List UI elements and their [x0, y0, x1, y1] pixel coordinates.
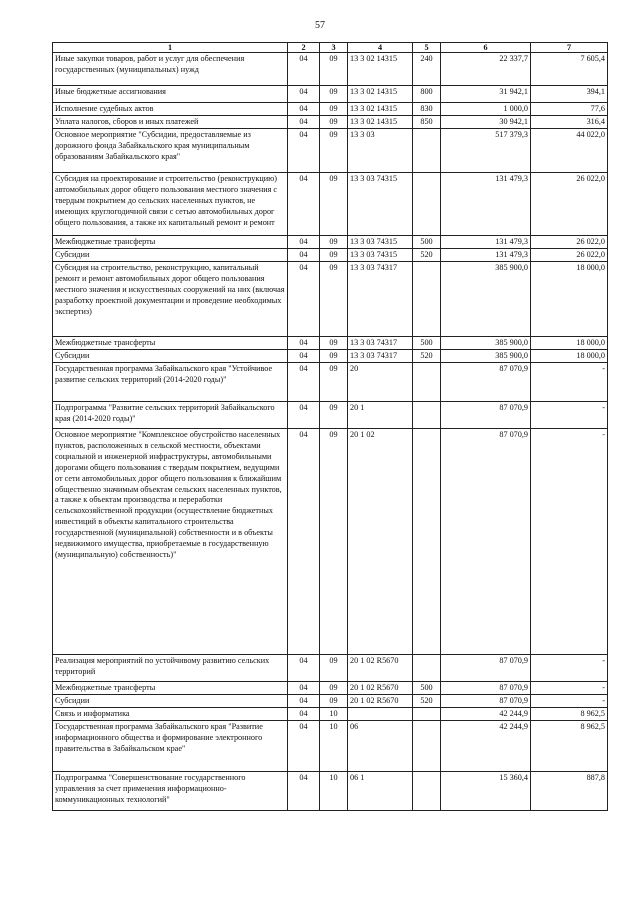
row-sum-1: 87 070,9 — [441, 363, 531, 402]
row-section: 04 — [288, 129, 320, 173]
row-section: 04 — [288, 262, 320, 337]
row-section: 04 — [288, 655, 320, 682]
row-section: 04 — [288, 103, 320, 116]
row-sum-2: 8 962,5 — [531, 721, 608, 772]
table-row — [53, 721, 608, 772]
row-name: Субсидии — [53, 695, 288, 708]
row-target-code: 13 3 02 14315 — [348, 116, 413, 129]
row-sum-1: 30 942,1 — [441, 116, 531, 129]
row-sum-1: 15 360,4 — [441, 772, 531, 811]
row-sum-2: 77,6 — [531, 103, 608, 116]
row-section: 04 — [288, 708, 320, 721]
row-name: Основное мероприятие "Комплексное обустройство населенных пунктов, расположенных в сельской местности, объектами социальной и инженерной инфраструктуры, автомобильными дорогами общего пользования с твердым покрытием, ведущими от сети автомобильных дорог общего пользования к ближайшим общественно значимым объектам сельских населенных пунктов, а также к объектам производства и переработки сельскохозяйственной продукции (осуществление бюджетных инвестиций в объекты капитального строительства государственной (муниципальной) собственности и в объекты недвижимого имущества, приобретаемые в государственную (муниципальную) собственность)" — [53, 429, 288, 655]
row-name: Субсидия на строительство, реконструкцию, капитальный ремонт и ремонт автомобильных дорог общего пользования местного значения и искусственных сооружений на них (включая разработку проектной документации и проведение необходимых экспертиз) — [53, 262, 288, 337]
row-sum-2: 44 022,0 — [531, 129, 608, 173]
row-target-code: 06 1 — [348, 772, 413, 811]
table-row — [53, 402, 608, 429]
row-target-code: 20 1 02 R5670 — [348, 655, 413, 682]
row-expense-type — [413, 721, 441, 772]
row-name: Субсидии — [53, 249, 288, 262]
row-subsection: 09 — [320, 86, 348, 103]
row-subsection: 09 — [320, 350, 348, 363]
row-expense-type — [413, 429, 441, 655]
table-row — [53, 772, 608, 811]
row-sum-2: 26 022,0 — [531, 173, 608, 236]
row-section: 04 — [288, 249, 320, 262]
row-target-code: 20 1 02 — [348, 429, 413, 655]
table-row — [53, 350, 608, 363]
row-expense-type — [413, 402, 441, 429]
table-body — [53, 53, 608, 811]
row-name: Межбюджетные трансферты — [53, 337, 288, 350]
row-sum-2: - — [531, 402, 608, 429]
table-row — [53, 129, 608, 173]
col-header-6: 6 — [441, 43, 531, 53]
row-sum-2: 394,1 — [531, 86, 608, 103]
row-sum-1: 131 479,3 — [441, 236, 531, 249]
table-row — [53, 236, 608, 249]
row-sum-2: - — [531, 655, 608, 682]
row-name: Межбюджетные трансферты — [53, 236, 288, 249]
row-section: 04 — [288, 173, 320, 236]
row-name: Основное мероприятие "Субсидии, предоставляемые из дорожного фонда Забайкальского края муниципальным образованиям Забайкальского края" — [53, 129, 288, 173]
row-sum-1: 385 900,0 — [441, 337, 531, 350]
row-sum-2: - — [531, 695, 608, 708]
row-target-code: 13 3 03 74317 — [348, 262, 413, 337]
row-section: 04 — [288, 682, 320, 695]
table-row — [53, 103, 608, 116]
row-name: Подпрограмма "Совершенствование государственного управления за счет применения информационно-коммуникационных технологий" — [53, 772, 288, 811]
col-header-3: 3 — [320, 43, 348, 53]
row-expense-type — [413, 708, 441, 721]
row-expense-type: 520 — [413, 350, 441, 363]
row-expense-type: 800 — [413, 86, 441, 103]
table-row — [53, 655, 608, 682]
row-expense-type: 240 — [413, 53, 441, 86]
row-sum-2: 18 000,0 — [531, 262, 608, 337]
row-subsection: 09 — [320, 53, 348, 86]
row-sum-2: 7 605,4 — [531, 53, 608, 86]
row-name: Субсидии — [53, 350, 288, 363]
row-expense-type — [413, 129, 441, 173]
row-expense-type — [413, 262, 441, 337]
col-header-5: 5 — [413, 43, 441, 53]
row-section: 04 — [288, 695, 320, 708]
row-sum-1: 131 479,3 — [441, 249, 531, 262]
row-section: 04 — [288, 53, 320, 86]
page-number: 57 — [315, 20, 325, 31]
header-row — [53, 43, 608, 53]
row-subsection: 09 — [320, 402, 348, 429]
row-expense-type: 520 — [413, 695, 441, 708]
table-row — [53, 86, 608, 103]
row-subsection: 09 — [320, 129, 348, 173]
table-row — [53, 53, 608, 86]
row-sum-2: - — [531, 429, 608, 655]
row-sum-2: 26 022,0 — [531, 249, 608, 262]
row-section: 04 — [288, 363, 320, 402]
row-target-code: 13 3 03 74317 — [348, 350, 413, 363]
table-row — [53, 363, 608, 402]
row-subsection: 09 — [320, 249, 348, 262]
row-name: Государственная программа Забайкальского края "Развитие информационного общества и формирование электронного правительства в Забайкальском крае" — [53, 721, 288, 772]
row-subsection: 09 — [320, 103, 348, 116]
row-subsection: 09 — [320, 262, 348, 337]
row-target-code: 13 3 02 14315 — [348, 103, 413, 116]
row-expense-type: 520 — [413, 249, 441, 262]
row-expense-type: 850 — [413, 116, 441, 129]
row-sum-2: 18 000,0 — [531, 337, 608, 350]
row-subsection: 09 — [320, 682, 348, 695]
table-row — [53, 695, 608, 708]
col-header-7: 7 — [531, 43, 608, 53]
col-header-1: 1 — [53, 43, 288, 53]
row-name: Межбюджетные трансферты — [53, 682, 288, 695]
row-subsection: 09 — [320, 363, 348, 402]
row-section: 04 — [288, 116, 320, 129]
row-sum-1: 87 070,9 — [441, 695, 531, 708]
row-section: 04 — [288, 337, 320, 350]
row-target-code: 13 3 03 74317 — [348, 337, 413, 350]
row-sum-2: 8 962,5 — [531, 708, 608, 721]
row-sum-1: 22 337,7 — [441, 53, 531, 86]
row-target-code: 20 1 02 R5670 — [348, 695, 413, 708]
table-row — [53, 337, 608, 350]
col-header-2: 2 — [288, 43, 320, 53]
row-subsection: 10 — [320, 721, 348, 772]
row-sum-1: 87 070,9 — [441, 682, 531, 695]
row-name: Государственная программа Забайкальского края "Устойчивое развитие сельских территорий (2014-2020 годы)" — [53, 363, 288, 402]
row-name: Подпрограмма "Развитие сельских территорий Забайкальского края (2014-2020 годы)" — [53, 402, 288, 429]
row-subsection: 09 — [320, 695, 348, 708]
row-target-code: 13 3 03 74315 — [348, 249, 413, 262]
row-subsection: 09 — [320, 337, 348, 350]
row-target-code: 13 3 03 74315 — [348, 173, 413, 236]
row-sum-1: 131 479,3 — [441, 173, 531, 236]
row-expense-type: 500 — [413, 682, 441, 695]
row-subsection: 09 — [320, 116, 348, 129]
table-row — [53, 249, 608, 262]
row-name: Субсидия на проектирование и строительство (реконструкцию) автомобильных дорог общего пользования местного значения с твердым покрытием до сельских населенных пунктов, не имеющих круглогодичной связи с сетью автомобильных дорог общего пользования, а также их капитальный ремонт и ремонт — [53, 173, 288, 236]
row-name: Иные закупки товаров, работ и услуг для обеспечения государственных (муниципальных) нужд — [53, 53, 288, 86]
row-name: Связь и информатика — [53, 708, 288, 721]
table-row — [53, 262, 608, 337]
row-sum-1: 385 900,0 — [441, 262, 531, 337]
row-expense-type — [413, 363, 441, 402]
row-sum-1: 42 244,9 — [441, 708, 531, 721]
row-target-code — [348, 708, 413, 721]
row-expense-type — [413, 655, 441, 682]
row-expense-type: 830 — [413, 103, 441, 116]
table-row — [53, 173, 608, 236]
row-sum-1: 31 942,1 — [441, 86, 531, 103]
row-subsection: 10 — [320, 772, 348, 811]
row-target-code: 13 3 03 74315 — [348, 236, 413, 249]
row-section: 04 — [288, 429, 320, 655]
row-expense-type — [413, 772, 441, 811]
row-name: Исполнение судебных актов — [53, 103, 288, 116]
row-expense-type: 500 — [413, 337, 441, 350]
row-sum-1: 87 070,9 — [441, 655, 531, 682]
row-section: 04 — [288, 402, 320, 429]
budget-table — [52, 42, 608, 811]
row-section: 04 — [288, 772, 320, 811]
row-target-code: 06 — [348, 721, 413, 772]
row-sum-1: 87 070,9 — [441, 402, 531, 429]
row-target-code: 13 3 02 14315 — [348, 53, 413, 86]
row-name: Реализация мероприятий по устойчивому развитию сельских территорий — [53, 655, 288, 682]
row-expense-type — [413, 173, 441, 236]
table-row — [53, 708, 608, 721]
row-subsection: 09 — [320, 429, 348, 655]
row-sum-1: 517 379,3 — [441, 129, 531, 173]
row-sum-2: 316,4 — [531, 116, 608, 129]
row-sum-2: 26 022,0 — [531, 236, 608, 249]
row-target-code: 13 3 03 — [348, 129, 413, 173]
table-row — [53, 116, 608, 129]
row-section: 04 — [288, 350, 320, 363]
row-target-code: 20 1 — [348, 402, 413, 429]
row-subsection: 09 — [320, 236, 348, 249]
row-sum-1: 385 900,0 — [441, 350, 531, 363]
row-subsection: 09 — [320, 655, 348, 682]
row-sum-2: - — [531, 363, 608, 402]
row-name: Уплата налогов, сборов и иных платежей — [53, 116, 288, 129]
row-sum-1: 42 244,9 — [441, 721, 531, 772]
row-subsection: 10 — [320, 708, 348, 721]
row-sum-2: - — [531, 682, 608, 695]
row-section: 04 — [288, 236, 320, 249]
row-target-code: 20 — [348, 363, 413, 402]
row-target-code: 20 1 02 R5670 — [348, 682, 413, 695]
row-sum-2: 887,8 — [531, 772, 608, 811]
row-sum-2: 18 000,0 — [531, 350, 608, 363]
row-sum-1: 1 000,0 — [441, 103, 531, 116]
row-sum-1: 87 070,9 — [441, 429, 531, 655]
row-expense-type: 500 — [413, 236, 441, 249]
col-header-4: 4 — [348, 43, 413, 53]
row-name: Иные бюджетные ассигнования — [53, 86, 288, 103]
table-row — [53, 429, 608, 655]
row-section: 04 — [288, 86, 320, 103]
row-target-code: 13 3 02 14315 — [348, 86, 413, 103]
table-row — [53, 682, 608, 695]
row-subsection: 09 — [320, 173, 348, 236]
row-section: 04 — [288, 721, 320, 772]
